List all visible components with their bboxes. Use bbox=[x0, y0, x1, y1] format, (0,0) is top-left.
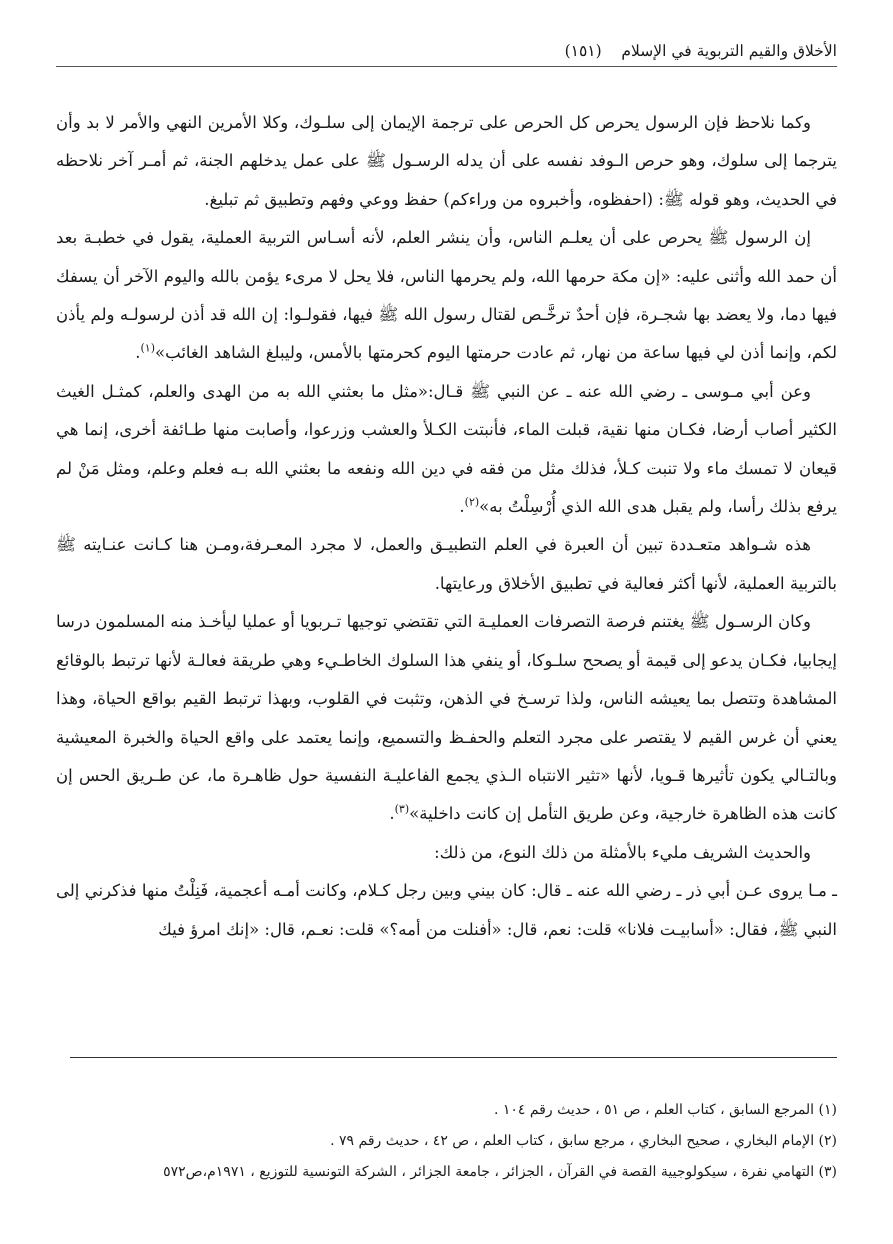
footnote-ref: (١) bbox=[140, 341, 156, 355]
footnote-ref: (٢) bbox=[464, 495, 480, 509]
paragraph: إن الرسول ﷺ يحرص على أن يعلـم الناس، وأن ينشر العلم، لأنه أسـاس التربية العملية، يقول في خطبـة بعد أن حمد الله وأثنى عليه: «إن مكة حرمها الله، ولم يحرمها الناس، فلا يحل لا مرىء يؤمن بالله واليوم الآخر أن يسفك فيها دما، ولا يعضد بها شجـرة، فإن أحدٌ ترخَّـص لقتال رسول الله ﷺ فيها، فقولـوا: إن الله قد أذن لرسولـه ولم يأذن لكم، وإنما أذن لي فيها ساعة من نهار، ثم عادت حرمتها اليوم كحرمتها بالأمس، وليبلغ الشاهد الغائب»$^{(١)}$. bbox=[56, 228, 837, 363]
header-page-number: (١٥١) bbox=[564, 42, 602, 60]
header-title: الأخلاق والقيم التربوية في الإسلام bbox=[621, 42, 837, 60]
footnote-item: (٢) الإمام البخاري ، صحيح البخاري ، مرجع سابق ، كتاب العلم ، ص ٤٢ ، حديث رقم ٧٩ . bbox=[330, 1133, 837, 1149]
footnote-item: (٣) التهامي نفرة ، سيكولوجيية القصة في القرآن ، الجزائر ، جامعة الجزائر ، الشركة التونسية للتوزيع ، ١٩٧١م،ص٥٧٢ bbox=[163, 1164, 837, 1180]
footnotes bbox=[56, 1095, 837, 1188]
paragraph: وكان الرسـول ﷺ يغتنم فرصة التصرفات العمليـة التي تقتضي توجيها تـربويا أو عمليا ليأخـذ منه المسلمون درسا إيجابيا، فكـان يدعو إلى قيمة أو يصحح سلـوكا، أو ينفي هذا السلوك الخاطـيء وهي طريقة فعالـة لأنها ترتبط بالوقائع المشاهدة وتتصل بما يعيشه الناس، ولذا ترسـخ في الذهن، وتثبت في القلوب، وبهذا ترتبط القيم بواقع الحياة، وهذا يعني أن غرس القيم لا يقتصر على مجرد التعلم والحفـظ والتسميع، وإنما يعتمد على واقع الحياة والخبرة المعيشية وبالتـالي يكون تأثيرها قـويا، لأنها «تثير الانتباه الـذي يجمع الفاعليـة النفسية حول ظاهـرة ما، عن طـريق الحس إن كانت هذه الظاهرة خارجية، وعن طريق التأمل إن كانت داخلية»$^{(٣)}$. bbox=[56, 612, 837, 824]
footnote-item: (١) المرجع السابق ، كتاب العلم ، ص ٥١ ، حديث رقم ١٠٤ . bbox=[493, 1102, 837, 1118]
footnote-separator bbox=[70, 1057, 837, 1058]
paragraph: والحديث الشريف مليء بالأمثلة من ذلك النوع، من ذلك: bbox=[434, 842, 811, 862]
paragraph: ـ مـا يروى عـن أبي ذر ـ رضي الله عنه ـ قال: كان بيني وبين رجل كـلام، وكانت أمـه أعجمية، فَنِلْتُ منها فذكرني إلى النبي ﷺ، فقال: «أسابيـت فلانا» قلت: نعم، قال: «أفنلت من أمه؟» قلت: نعـم، قال: «إنك امرؤ فيك bbox=[56, 881, 837, 939]
paragraph: وكما نلاحظ فإن الرسول يحرص كل الحرص على ترجمة الإيمان إلى سلـوك، وكلا الأمرين النهي والأمر لا بد وأن يترجما إلى سلوك، وهو حرص الـوفد نفسه على أن يدله الرسـول ﷺ على عمل يدخلهم الجنة، ثم أمـر آخر نلاحظه في الحديث، وهو قوله ﷺ: (احفظوه، وأخبروه من وراءكم) حفظ ووعي وفهم وتطبيق ثم تبليغ. bbox=[56, 113, 837, 209]
paragraph: وعن أبي مـوسى ـ رضي الله عنه ـ عن النبي ﷺ قـال:«مثل ما بعثني الله به من الهدى والعلم، كمثـل الغيث الكثير أصاب أرضا، فكـان منها نقية، قبلت الماء، فأنبتت الكـلأ والعشب وزرعوا، وأصابت منها طـائفة أخرى، إنما هي قيعان لا تمسك ماء ولا تنبت كـلأ، فذلك مثل من فقه في دين الله ونفعه ما بعثني الله بـه فعلم وعلم، ومثل مَنْ لم يرفع بذلك رأسا، ولم يقبل هدى الله الذي أُرْسِلْتُ به»$^{(٢)}$. bbox=[56, 381, 837, 517]
header-rule bbox=[56, 66, 837, 67]
running-header bbox=[56, 40, 837, 62]
paragraph: هذه شـواهد متعـددة تبين أن العبرة في العلم التطبيـق والعمل، لا مجرد المعـرفة،ومـن هنا كـانت عنـايته ﷺ بالتربية العملية، لأنها أكثر فعالية في تطبيق الأخلاق ورعايتها. bbox=[56, 535, 837, 593]
body-text bbox=[56, 104, 837, 949]
footnote-ref: (٣) bbox=[394, 802, 410, 816]
